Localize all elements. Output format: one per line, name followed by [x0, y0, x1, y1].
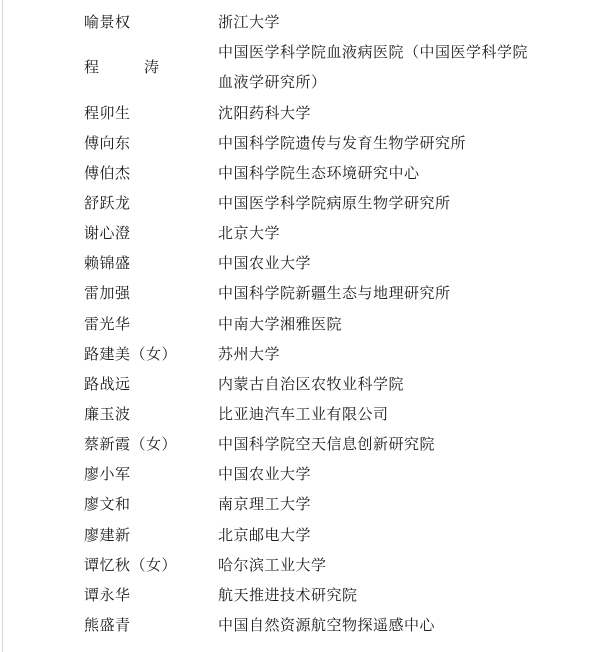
affiliation: 中国医学科学院血液病医院（中国医学科学院血液学研究所） [218, 43, 529, 92]
person-name: 路建美（女） [84, 344, 178, 363]
list-item [0, 459, 603, 489]
affiliation: 中国科学院新疆生态与地理研究所 [218, 284, 451, 303]
person-name: 廖建新 [84, 525, 131, 544]
person-name: 舒跃龙 [84, 194, 131, 213]
person-name: 谭永华 [84, 585, 131, 604]
list-item [0, 489, 603, 519]
affiliation: 中国自然资源航空物探遥感中心 [218, 616, 436, 635]
affiliation: 中国农业大学 [218, 254, 312, 273]
person-name: 廉玉波 [84, 405, 131, 424]
list-item [0, 278, 603, 308]
list-item [0, 7, 603, 37]
list-item [0, 369, 603, 399]
list-item [0, 128, 603, 158]
affiliation: 中国医学科学院病原生物学研究所 [218, 194, 451, 213]
person-name: 程 涛 [84, 58, 175, 77]
list-item [0, 610, 603, 640]
person-name: 廖小军 [84, 465, 131, 484]
affiliation: 比亚迪汽车工业有限公司 [218, 405, 389, 424]
person-name: 雷加强 [84, 284, 131, 303]
affiliation: 航天推进技术研究院 [218, 585, 358, 604]
person-name: 喻景权 [84, 13, 131, 31]
list-item [0, 98, 603, 128]
person-name: 谭忆秋（女） [84, 555, 178, 574]
list-item [0, 339, 603, 369]
list-item [0, 550, 603, 580]
list-item [0, 580, 603, 610]
person-name: 赖锦盛 [84, 254, 131, 273]
affiliation: 北京大学 [218, 224, 281, 243]
affiliation: 沈阳药科大学 [218, 103, 312, 122]
person-name: 傅伯杰 [84, 163, 131, 182]
list-item [0, 218, 603, 248]
affiliation: 北京邮电大学 [218, 525, 312, 544]
person-name: 谢心澄 [84, 224, 131, 243]
affiliation: 中国农业大学 [218, 465, 312, 484]
affiliation: 内蒙古自治区农牧业科学院 [218, 374, 405, 393]
affiliation: 哈尔滨工业大学 [218, 555, 327, 574]
affiliation: 浙江大学 [218, 13, 281, 31]
list-item [0, 429, 603, 459]
list-item [0, 158, 603, 188]
affiliation: 中国科学院遗传与发育生物学研究所 [218, 133, 467, 152]
person-name: 廖文和 [84, 495, 131, 514]
affiliation: 南京理工大学 [218, 495, 312, 514]
list-item [0, 399, 603, 429]
person-name: 蔡新霞（女） [84, 435, 178, 454]
affiliation: 中南大学湘雅医院 [218, 314, 343, 333]
affiliation: 苏州大学 [218, 344, 281, 363]
name-unit-list [0, 7, 603, 640]
list-item [0, 188, 603, 218]
person-name: 雷光华 [84, 314, 131, 333]
affiliation: 中国科学院生态环境研究中心 [218, 163, 420, 182]
list-item [0, 309, 603, 339]
list-item [0, 37, 603, 98]
list-item [0, 520, 603, 550]
person-name: 程卯生 [84, 103, 131, 122]
list-item [0, 248, 603, 278]
person-name: 熊盛青 [84, 616, 131, 635]
affiliation: 中国科学院空天信息创新研究院 [218, 435, 436, 454]
person-name: 路战远 [84, 374, 131, 393]
person-name: 傅向东 [84, 133, 131, 152]
